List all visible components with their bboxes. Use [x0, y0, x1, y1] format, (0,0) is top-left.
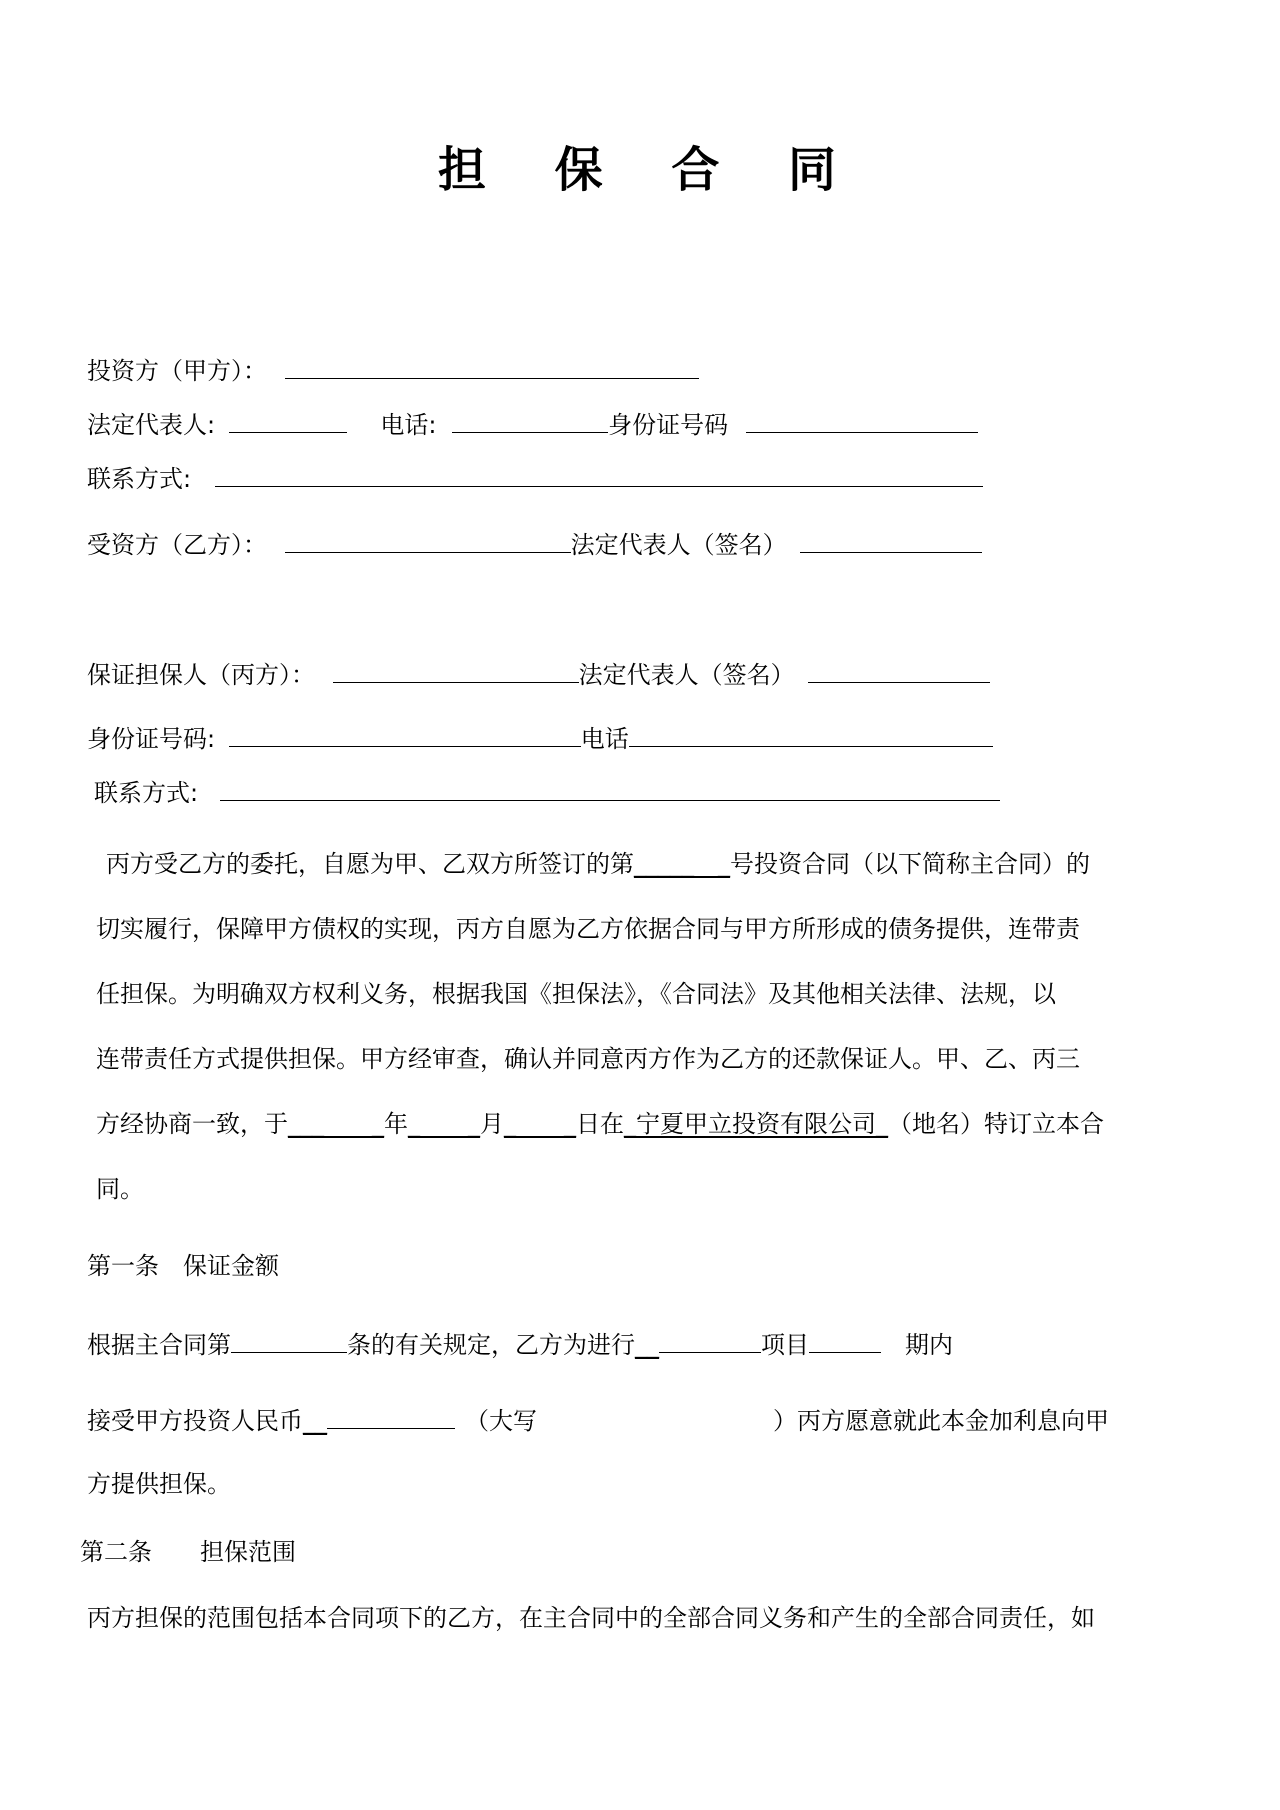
investor-label: 投资方（甲方）：	[87, 357, 267, 385]
phone-field[interactable]	[452, 406, 608, 433]
year-blank[interactable]: ___ _	[288, 1110, 384, 1138]
preamble-line-1	[96, 832, 1186, 897]
year-label: 年	[384, 1110, 408, 1138]
guarantor-phone-field[interactable]	[629, 720, 993, 747]
guarantor-rep-label: 法定代表人（签名）	[578, 661, 795, 689]
project-field[interactable]	[659, 1326, 761, 1353]
article-1-heading: 第一条 保证金额	[87, 1252, 279, 1280]
page-title: 担 保 合 同	[437, 142, 863, 198]
preamble-line-5	[96, 1092, 1186, 1157]
article-text: 根据主合同第	[87, 1331, 231, 1359]
id-label: 身份证号码	[608, 411, 729, 439]
preamble-text: （地名）特订立本合	[888, 1110, 1104, 1138]
preamble-line-2: 切实履行，保障甲方债权的实现，丙方自愿为乙方依据合同与甲方所形成的债务提供，连带责	[96, 915, 1080, 943]
guarantor-id-field[interactable]	[229, 720, 581, 747]
article-text: 项目	[761, 1331, 809, 1359]
contact-label: 联系方式:	[87, 465, 192, 493]
preamble-text: 丙方受乙方的委托，自愿为甲、乙双方所签订的第	[106, 850, 634, 878]
investor-row	[87, 352, 699, 387]
legal-rep-row	[87, 406, 978, 441]
day-blank[interactable]: _ _	[504, 1110, 576, 1138]
legal-rep-label: 法定代表人:	[87, 411, 216, 439]
guarantor-row	[87, 656, 990, 691]
article-text: （大写	[465, 1407, 537, 1435]
guarantor-contact-field[interactable]	[220, 774, 1000, 801]
guarantor-contact-row	[94, 774, 1000, 809]
investor-field[interactable]	[285, 352, 699, 379]
recipient-field[interactable]	[285, 526, 571, 553]
place-value: _宁夏甲立投资有限公司_	[624, 1110, 888, 1138]
recipient-rep-label: 法定代表人（签名）	[570, 531, 787, 559]
guarantor-field[interactable]	[333, 656, 579, 683]
article-1-line-2	[87, 1402, 1109, 1437]
phone-label: 电话:	[380, 411, 437, 439]
amount-prefix: __	[303, 1407, 327, 1435]
recipient-label: 受资方（乙方）：	[87, 531, 267, 559]
month-blank[interactable]: _ _	[408, 1110, 480, 1138]
preamble-text: 号投资合同（以下简称主合同）的	[730, 850, 1090, 878]
article-number-field[interactable]	[231, 1326, 347, 1353]
legal-rep-field[interactable]	[229, 406, 347, 433]
article-text: ）丙方愿意就此本金加利息向甲	[773, 1407, 1109, 1435]
project-prefix: __	[635, 1331, 659, 1359]
contact-row	[87, 460, 983, 495]
guarantor-id-row	[87, 720, 993, 755]
article-1-line-3: 方提供担保。	[87, 1470, 231, 1498]
article-2-line-1: 丙方担保的范围包括本合同项下的乙方，在主合同中的全部合同义务和产生的全部合同责任，如	[87, 1604, 1095, 1632]
contract-number-blank[interactable]: _____ _	[634, 850, 730, 878]
preamble-line-3: 任担保。为明确双方权利义务，根据我国《担保法》，《合同法》及其他相关法律、法规，以	[96, 980, 1056, 1008]
day-label: 日在	[576, 1110, 624, 1138]
article-text: 期内	[881, 1331, 953, 1359]
preamble-line-6: 同。	[96, 1175, 144, 1203]
preamble-paragraph	[96, 832, 1186, 1222]
preamble-line-4: 连带责任方式提供担保。甲方经审查，确认并同意丙方作为乙方的还款保证人。甲、乙、丙三	[96, 1045, 1080, 1073]
preamble-text: 方经协商一致，于	[96, 1110, 288, 1138]
period-field[interactable]	[809, 1326, 881, 1353]
guarantor-phone-label: 电话	[580, 725, 629, 753]
guarantor-contact-label: 联系方式:	[94, 779, 199, 807]
recipient-rep-field[interactable]	[800, 526, 982, 553]
contact-field[interactable]	[215, 460, 983, 487]
article-text: 条的有关规定，乙方为进行	[347, 1331, 635, 1359]
article-text: 接受甲方投资人民币	[87, 1407, 303, 1435]
recipient-row	[87, 526, 982, 561]
id-field[interactable]	[746, 406, 978, 433]
amount-field[interactable]	[327, 1402, 455, 1429]
guarantor-label: 保证担保人（丙方）：	[87, 661, 315, 689]
guarantor-rep-field[interactable]	[808, 656, 990, 683]
article-1-line-1	[87, 1326, 953, 1361]
guarantor-id-label: 身份证号码:	[87, 725, 216, 753]
article-2-heading: 第二条 担保范围	[80, 1538, 296, 1566]
month-label: 月	[480, 1110, 504, 1138]
